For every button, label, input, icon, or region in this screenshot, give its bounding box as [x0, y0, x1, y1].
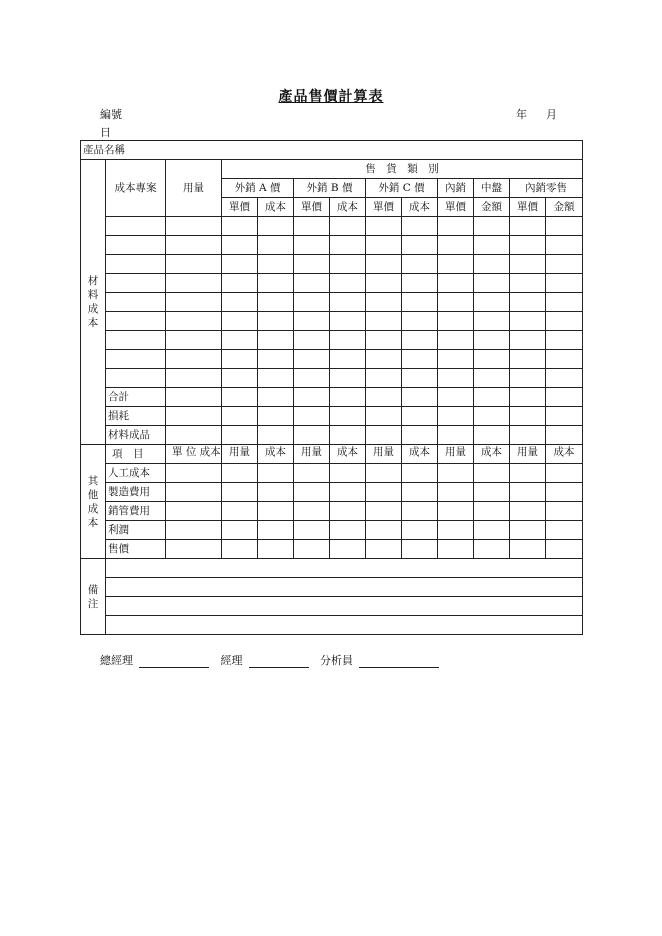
- value-cell[interactable]: [258, 502, 294, 521]
- remarks-row: [81, 578, 583, 597]
- value-cell[interactable]: [438, 293, 474, 312]
- material-item-cell[interactable]: [106, 217, 166, 236]
- value-cell[interactable]: [222, 464, 258, 483]
- material-item-cell[interactable]: 損耗: [106, 407, 166, 426]
- value-cell[interactable]: [546, 388, 583, 407]
- material-row: [81, 293, 583, 312]
- other-cost-row: [81, 521, 583, 540]
- other-item-cell: 售價: [106, 540, 166, 559]
- material-row: [81, 312, 583, 331]
- value-cell[interactable]: [258, 464, 294, 483]
- sales-group-header: 外銷 B 價: [294, 179, 366, 198]
- material-item-cell[interactable]: 合計: [106, 388, 166, 407]
- value-cell[interactable]: [438, 236, 474, 255]
- sales-category-header: 售 貨 類 別: [222, 160, 583, 179]
- remarks-line[interactable]: [106, 559, 583, 578]
- value-cell[interactable]: [474, 255, 510, 274]
- usage-cost-header: 成本: [258, 445, 294, 464]
- other-item-cell: 銷管費用: [106, 502, 166, 521]
- sales-group-header: 內銷: [438, 179, 474, 198]
- value-cell[interactable]: [402, 426, 438, 445]
- value-cell[interactable]: [330, 331, 366, 350]
- value-cell[interactable]: [402, 217, 438, 236]
- material-item-cell[interactable]: [106, 255, 166, 274]
- value-cell[interactable]: [366, 388, 402, 407]
- value-cell[interactable]: [366, 312, 402, 331]
- value-cell[interactable]: [222, 369, 258, 388]
- value-cell[interactable]: [510, 312, 546, 331]
- value-cell[interactable]: [258, 540, 294, 559]
- value-cell[interactable]: [166, 331, 222, 350]
- usage-header: 用量: [166, 160, 222, 217]
- value-cell[interactable]: [510, 217, 546, 236]
- value-cell[interactable]: [546, 407, 583, 426]
- value-cell[interactable]: [222, 388, 258, 407]
- value-cell[interactable]: [366, 464, 402, 483]
- value-cell[interactable]: [222, 274, 258, 293]
- value-cell[interactable]: [258, 217, 294, 236]
- remarks-label: [81, 559, 106, 635]
- value-cell[interactable]: [510, 331, 546, 350]
- value-cell[interactable]: [402, 350, 438, 369]
- value-cell[interactable]: [366, 217, 402, 236]
- unit-cost-header: 單 位 成本: [166, 445, 222, 464]
- value-cell[interactable]: [438, 331, 474, 350]
- value-cell[interactable]: [222, 540, 258, 559]
- value-cell[interactable]: [438, 369, 474, 388]
- value-cell[interactable]: [474, 502, 510, 521]
- usage-cost-header: 用量: [222, 445, 258, 464]
- value-cell[interactable]: [546, 350, 583, 369]
- year-label: 年: [516, 108, 527, 121]
- value-cell[interactable]: [474, 464, 510, 483]
- material-item-cell[interactable]: [106, 236, 166, 255]
- value-cell[interactable]: [438, 464, 474, 483]
- general-manager-field[interactable]: [139, 655, 209, 668]
- sales-group-header: 內銷零售: [510, 179, 583, 198]
- remarks-line[interactable]: [106, 597, 583, 616]
- value-cell[interactable]: [438, 407, 474, 426]
- value-cell[interactable]: [166, 388, 222, 407]
- value-cell[interactable]: [546, 426, 583, 445]
- value-cell[interactable]: [166, 521, 222, 540]
- value-cell[interactable]: [402, 483, 438, 502]
- value-cell[interactable]: [366, 274, 402, 293]
- material-row: [81, 426, 583, 445]
- value-cell[interactable]: [258, 521, 294, 540]
- value-cell[interactable]: [402, 274, 438, 293]
- value-cell[interactable]: [546, 502, 583, 521]
- value-cell[interactable]: [330, 426, 366, 445]
- value-cell[interactable]: [402, 255, 438, 274]
- subheader-cell: 單價: [366, 198, 402, 217]
- material-item-cell[interactable]: 材料成品: [106, 426, 166, 445]
- remarks-line[interactable]: [106, 578, 583, 597]
- remarks-text: 備注: [87, 583, 99, 610]
- usage-cost-header: 用量: [438, 445, 474, 464]
- material-row: [81, 369, 583, 388]
- value-cell[interactable]: [222, 255, 258, 274]
- value-cell[interactable]: [366, 255, 402, 274]
- remarks-row: [81, 616, 583, 635]
- value-cell[interactable]: [366, 540, 402, 559]
- remarks-row: [81, 559, 583, 578]
- value-cell[interactable]: [294, 331, 330, 350]
- value-cell[interactable]: [402, 502, 438, 521]
- value-cell[interactable]: [438, 483, 474, 502]
- usage-cost-header: 用量: [366, 445, 402, 464]
- value-cell[interactable]: [510, 388, 546, 407]
- value-cell[interactable]: [402, 293, 438, 312]
- value-cell[interactable]: [510, 255, 546, 274]
- value-cell[interactable]: [366, 502, 402, 521]
- value-cell[interactable]: [166, 502, 222, 521]
- value-cell[interactable]: [510, 369, 546, 388]
- value-cell[interactable]: [546, 369, 583, 388]
- day-label: 日: [100, 126, 111, 139]
- value-cell[interactable]: [366, 521, 402, 540]
- material-row: [81, 255, 583, 274]
- value-cell[interactable]: [166, 407, 222, 426]
- value-cell[interactable]: [438, 540, 474, 559]
- manager-label: 經理: [220, 654, 243, 667]
- value-cell[interactable]: [258, 407, 294, 426]
- value-cell[interactable]: [330, 388, 366, 407]
- subheader-cell: 單價: [294, 198, 330, 217]
- material-item-cell[interactable]: [106, 331, 166, 350]
- other-cost-row: [81, 483, 583, 502]
- other-item-header: 項 目: [106, 445, 166, 464]
- value-cell[interactable]: [258, 255, 294, 274]
- material-item-cell[interactable]: [106, 312, 166, 331]
- value-cell[interactable]: [510, 293, 546, 312]
- value-cell[interactable]: [222, 312, 258, 331]
- value-cell[interactable]: [510, 464, 546, 483]
- value-cell[interactable]: [474, 331, 510, 350]
- value-cell[interactable]: [222, 217, 258, 236]
- value-cell[interactable]: [222, 293, 258, 312]
- sales-group-header: 外銷 A 價: [222, 179, 294, 198]
- other-cost-text: 其他成本: [87, 474, 99, 529]
- value-cell[interactable]: [546, 255, 583, 274]
- number-label: 編號: [100, 108, 122, 121]
- value-cell[interactable]: [294, 540, 330, 559]
- other-cost-header-row: [81, 445, 583, 464]
- value-cell[interactable]: [330, 369, 366, 388]
- material-item-cell[interactable]: [106, 350, 166, 369]
- value-cell[interactable]: [366, 407, 402, 426]
- value-cell[interactable]: [166, 464, 222, 483]
- value-cell[interactable]: [294, 236, 330, 255]
- value-cell[interactable]: [402, 236, 438, 255]
- value-cell[interactable]: [474, 369, 510, 388]
- value-cell[interactable]: [258, 312, 294, 331]
- value-cell[interactable]: [546, 293, 583, 312]
- value-cell[interactable]: [546, 331, 583, 350]
- price-calculation-table: [80, 140, 583, 635]
- value-cell[interactable]: [258, 426, 294, 445]
- value-cell[interactable]: [166, 483, 222, 502]
- value-cell[interactable]: [166, 217, 222, 236]
- value-cell[interactable]: [366, 483, 402, 502]
- product-name-row: [81, 141, 583, 160]
- value-cell[interactable]: [294, 369, 330, 388]
- value-cell[interactable]: [510, 540, 546, 559]
- value-cell[interactable]: [402, 521, 438, 540]
- value-cell[interactable]: [258, 388, 294, 407]
- value-cell[interactable]: [474, 274, 510, 293]
- value-cell[interactable]: [438, 521, 474, 540]
- value-cell[interactable]: [222, 350, 258, 369]
- subheader-cell: 單價: [510, 198, 546, 217]
- value-cell[interactable]: [366, 236, 402, 255]
- value-cell[interactable]: [402, 407, 438, 426]
- value-cell[interactable]: [166, 369, 222, 388]
- value-cell[interactable]: [474, 483, 510, 502]
- value-cell[interactable]: [294, 293, 330, 312]
- cost-item-header: 成本專案: [106, 160, 166, 217]
- value-cell[interactable]: [330, 464, 366, 483]
- subheader-cell: 金額: [546, 198, 583, 217]
- value-cell[interactable]: [474, 350, 510, 369]
- value-cell[interactable]: [510, 426, 546, 445]
- value-cell[interactable]: [330, 236, 366, 255]
- value-cell[interactable]: [402, 388, 438, 407]
- value-cell[interactable]: [330, 255, 366, 274]
- material-item-cell[interactable]: [106, 369, 166, 388]
- value-cell[interactable]: [438, 350, 474, 369]
- other-cost-row: [81, 502, 583, 521]
- value-cell[interactable]: [258, 350, 294, 369]
- value-cell[interactable]: [258, 369, 294, 388]
- value-cell[interactable]: [474, 388, 510, 407]
- analyst-field[interactable]: [359, 655, 439, 668]
- value-cell[interactable]: [330, 217, 366, 236]
- value-cell[interactable]: [510, 521, 546, 540]
- value-cell[interactable]: [258, 274, 294, 293]
- subheader-cell: 單價: [222, 198, 258, 217]
- value-cell[interactable]: [438, 255, 474, 274]
- value-cell[interactable]: [294, 502, 330, 521]
- value-cell[interactable]: [438, 274, 474, 293]
- value-cell[interactable]: [330, 350, 366, 369]
- remarks-line[interactable]: [106, 616, 583, 635]
- material-item-cell[interactable]: [106, 274, 166, 293]
- value-cell[interactable]: [330, 521, 366, 540]
- value-cell[interactable]: [166, 350, 222, 369]
- value-cell[interactable]: [330, 540, 366, 559]
- value-cell[interactable]: [166, 236, 222, 255]
- value-cell[interactable]: [294, 217, 330, 236]
- value-cell[interactable]: [222, 502, 258, 521]
- value-cell[interactable]: [546, 236, 583, 255]
- value-cell[interactable]: [366, 293, 402, 312]
- value-cell[interactable]: [366, 350, 402, 369]
- value-cell[interactable]: [330, 483, 366, 502]
- material-row: [81, 274, 583, 293]
- sales-group-header: 中盤: [474, 179, 510, 198]
- value-cell[interactable]: [294, 407, 330, 426]
- value-cell[interactable]: [546, 274, 583, 293]
- other-item-cell: 利潤: [106, 521, 166, 540]
- value-cell[interactable]: [294, 464, 330, 483]
- general-manager-label: 總經理: [100, 654, 133, 667]
- sales-group-header: 外銷 C 價: [366, 179, 438, 198]
- value-cell[interactable]: [294, 255, 330, 274]
- value-cell[interactable]: [166, 540, 222, 559]
- value-cell[interactable]: [166, 426, 222, 445]
- material-row: [81, 217, 583, 236]
- subheader-cell: 金額: [474, 198, 510, 217]
- value-cell[interactable]: [222, 407, 258, 426]
- material-row: [81, 331, 583, 350]
- other-cost-label: [81, 445, 106, 559]
- value-cell[interactable]: [294, 426, 330, 445]
- value-cell[interactable]: [366, 369, 402, 388]
- value-cell[interactable]: [546, 540, 583, 559]
- product-name-label: 產品名稱: [81, 141, 583, 160]
- value-cell[interactable]: [546, 217, 583, 236]
- form-title: 產品售價計算表: [278, 89, 384, 105]
- value-cell[interactable]: [294, 350, 330, 369]
- value-cell[interactable]: [258, 236, 294, 255]
- value-cell[interactable]: [474, 540, 510, 559]
- value-cell[interactable]: [330, 312, 366, 331]
- value-cell[interactable]: [222, 521, 258, 540]
- value-cell[interactable]: [294, 521, 330, 540]
- value-cell[interactable]: [294, 312, 330, 331]
- value-cell[interactable]: [474, 407, 510, 426]
- subheader-cell: 成本: [330, 198, 366, 217]
- value-cell[interactable]: [546, 312, 583, 331]
- other-cost-row: [81, 464, 583, 483]
- value-cell[interactable]: [222, 426, 258, 445]
- value-cell[interactable]: [510, 502, 546, 521]
- value-cell[interactable]: [546, 521, 583, 540]
- value-cell[interactable]: [510, 274, 546, 293]
- value-cell[interactable]: [510, 350, 546, 369]
- value-cell[interactable]: [474, 293, 510, 312]
- value-cell[interactable]: [166, 312, 222, 331]
- value-cell[interactable]: [474, 217, 510, 236]
- value-cell[interactable]: [258, 331, 294, 350]
- usage-cost-header: 成本: [402, 445, 438, 464]
- value-cell[interactable]: [402, 464, 438, 483]
- value-cell[interactable]: [510, 236, 546, 255]
- value-cell[interactable]: [438, 426, 474, 445]
- value-cell[interactable]: [402, 312, 438, 331]
- material-row: [81, 407, 583, 426]
- value-cell[interactable]: [510, 407, 546, 426]
- value-cell[interactable]: [402, 540, 438, 559]
- value-cell[interactable]: [546, 483, 583, 502]
- usage-cost-header: 成本: [474, 445, 510, 464]
- subheader-cell: 成本: [258, 198, 294, 217]
- value-cell[interactable]: [294, 483, 330, 502]
- material-row: [81, 388, 583, 407]
- value-cell[interactable]: [402, 369, 438, 388]
- signature-line: [100, 652, 447, 668]
- value-cell[interactable]: [438, 502, 474, 521]
- value-cell[interactable]: [510, 483, 546, 502]
- remarks-row: [81, 597, 583, 616]
- other-item-cell: 製造費用: [106, 483, 166, 502]
- value-cell[interactable]: [474, 521, 510, 540]
- value-cell[interactable]: [546, 464, 583, 483]
- header-row-1: [81, 160, 583, 179]
- value-cell[interactable]: [402, 331, 438, 350]
- value-cell[interactable]: [294, 388, 330, 407]
- usage-cost-header: 用量: [510, 445, 546, 464]
- value-cell[interactable]: [222, 483, 258, 502]
- value-cell[interactable]: [438, 312, 474, 331]
- value-cell[interactable]: [166, 255, 222, 274]
- usage-cost-header: 成本: [330, 445, 366, 464]
- subheader-cell: 單價: [438, 198, 474, 217]
- subheader-cell: 成本: [402, 198, 438, 217]
- other-cost-row: [81, 540, 583, 559]
- value-cell[interactable]: [438, 388, 474, 407]
- value-cell[interactable]: [330, 293, 366, 312]
- value-cell[interactable]: [474, 426, 510, 445]
- value-cell[interactable]: [166, 274, 222, 293]
- month-label: 月: [546, 108, 557, 121]
- analyst-label: 分析員: [320, 654, 353, 667]
- manager-field[interactable]: [249, 655, 309, 668]
- value-cell[interactable]: [258, 483, 294, 502]
- value-cell[interactable]: [166, 293, 222, 312]
- value-cell[interactable]: [438, 217, 474, 236]
- value-cell[interactable]: [222, 331, 258, 350]
- value-cell[interactable]: [294, 274, 330, 293]
- value-cell[interactable]: [330, 274, 366, 293]
- material-row: [81, 350, 583, 369]
- material-cost-text: 材料成本: [87, 275, 99, 329]
- material-cost-label: [81, 160, 106, 445]
- usage-cost-header: 用量: [294, 445, 330, 464]
- value-cell[interactable]: [330, 407, 366, 426]
- value-cell[interactable]: [366, 331, 402, 350]
- material-row: [81, 236, 583, 255]
- other-item-cell: 人工成本: [106, 464, 166, 483]
- value-cell[interactable]: [474, 312, 510, 331]
- value-cell[interactable]: [474, 236, 510, 255]
- value-cell[interactable]: [258, 293, 294, 312]
- value-cell[interactable]: [330, 502, 366, 521]
- value-cell[interactable]: [222, 236, 258, 255]
- material-item-cell[interactable]: [106, 293, 166, 312]
- value-cell[interactable]: [366, 426, 402, 445]
- usage-cost-header: 成本: [546, 445, 583, 464]
